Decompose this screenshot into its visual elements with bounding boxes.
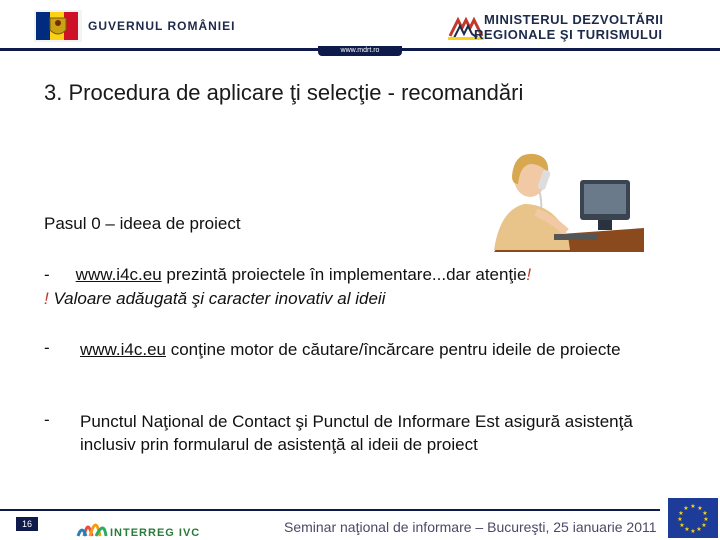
svg-text:★: ★ xyxy=(678,510,684,517)
svg-text:★: ★ xyxy=(684,526,690,533)
bullet-2-text: Punctul Naţional de Contact şi Punctul de Informare Est asigură asistenţă inclusiv prin formularul de asistenţă al ideii de proiect xyxy=(80,412,633,454)
svg-text:★: ★ xyxy=(697,505,703,512)
bullet-1-text xyxy=(80,338,660,361)
slide-title: 3. Procedura de aplicare ţi selecţie - recomandări xyxy=(44,80,524,105)
bullet-1-link[interactable]: www.i4c.eu xyxy=(80,340,166,359)
header xyxy=(0,0,720,52)
svg-text:★: ★ xyxy=(703,516,709,523)
svg-text:★: ★ xyxy=(677,516,683,523)
website-link[interactable]: www.mdrt.ro xyxy=(340,47,380,54)
svg-text:★: ★ xyxy=(679,522,685,529)
eu-flag-icon xyxy=(668,498,718,538)
svg-text:★: ★ xyxy=(690,528,696,535)
intro-text: prezintă proiectele în implementare...dar atenţie xyxy=(161,265,527,284)
intro-line-1 xyxy=(44,264,664,286)
romania-coat-of-arms-icon xyxy=(34,10,82,42)
svg-text:★: ★ xyxy=(702,510,708,517)
intro-dash: - xyxy=(44,265,50,284)
svg-text:★: ★ xyxy=(701,522,707,529)
intro-link[interactable]: www.i4c.eu xyxy=(75,265,162,284)
step-title: Pasul 0 – ideea de proiect xyxy=(44,214,241,233)
intro-line-2 xyxy=(44,288,664,310)
intro-line2-text: Valoare adăugată şi caracter inovativ al ideii xyxy=(48,289,386,308)
intro-exclaim: ! xyxy=(526,265,532,284)
page-number: 16 xyxy=(21,519,32,529)
svg-text:★: ★ xyxy=(696,526,702,533)
interreg-logo-icon xyxy=(74,510,224,540)
ministry-title-line2: REGIONALE ŞI TURISMULUI xyxy=(474,27,663,42)
government-title: GUVERNUL ROMÂNIEI xyxy=(88,19,236,33)
ministry-title-line1: MINISTERUL DEZVOLTĂRII xyxy=(484,12,664,27)
svg-text:★: ★ xyxy=(690,503,696,510)
seminar-caption: Seminar naţional de informare – Bucureşti, 25 ianuarie 2011 xyxy=(284,519,657,535)
intro-line2-exclaim: ! xyxy=(44,289,49,308)
bullet-1-dash: - xyxy=(44,338,50,357)
interreg-text: INTERREG IVC xyxy=(110,527,201,539)
bullet-2-dash: - xyxy=(44,410,50,429)
bullet-1-body: conţine motor de căutare/încărcare pentru ideile de proiecte xyxy=(165,340,621,359)
woman-on-phone-illustration xyxy=(444,140,644,252)
svg-text:★: ★ xyxy=(683,505,689,512)
